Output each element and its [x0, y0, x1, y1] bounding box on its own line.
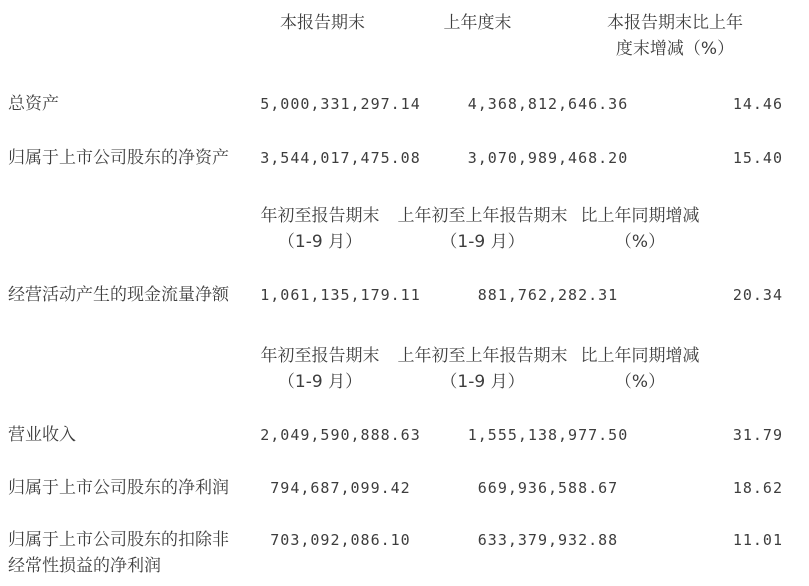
- header-change-line1: 本报告期末比上年: [607, 13, 743, 33]
- value-current: 1,061,135,179.11: [260, 286, 421, 304]
- table-row-total-assets: [0, 91, 809, 117]
- value-change: 20.34: [732, 286, 783, 304]
- value-prior: 4,368,812,646.36: [467, 95, 629, 113]
- table-row-operating-revenue: [0, 422, 809, 448]
- period-prior-line2: （1-9 月）: [440, 232, 525, 252]
- value-prior: 3,070,989,468.20: [467, 149, 629, 167]
- row-label: 归属于上市公司股东的净资产: [8, 148, 229, 168]
- row-label: 归属于上市公司股东的净利润: [8, 478, 229, 498]
- table-row-net-profit: [0, 475, 809, 501]
- table-row-operating-cash-flow: [0, 282, 809, 308]
- value-current: 794,687,099.42: [270, 479, 411, 497]
- period-change-line2: （%）: [614, 232, 666, 252]
- header-change-line2: 度末增减（%）: [615, 39, 735, 59]
- value-prior: 669,936,588.67: [477, 479, 619, 497]
- period-current-line2: （1-9 月）: [277, 372, 363, 392]
- header-change-pct: [560, 10, 790, 62]
- value-current: 5,000,331,297.14: [260, 95, 421, 113]
- period-current-line1: 年初至报告期末: [260, 206, 380, 226]
- period-change-line2: （%）: [614, 372, 666, 392]
- period-header-current: [250, 203, 390, 255]
- row-label: 总资产: [8, 94, 59, 114]
- value-change: 31.79: [732, 426, 783, 444]
- period-header-change: [575, 343, 705, 395]
- value-change: 15.40: [732, 149, 783, 167]
- table-row-net-assets: [0, 145, 809, 171]
- period-prior-line1: 上年初至上年报告期末: [397, 346, 568, 366]
- period-header-change: [575, 203, 705, 255]
- value-current: 3,544,017,475.08: [260, 149, 421, 167]
- table-header-row: [0, 10, 809, 62]
- value-current: 703,092,086.10: [270, 531, 411, 549]
- table-row-net-profit-excl-nonrecurring: [0, 527, 809, 579]
- value-change: 14.46: [732, 95, 783, 113]
- header-prior-year-end: 上年度末: [443, 13, 512, 33]
- period-header-prior: [390, 343, 575, 395]
- period-header-current: [250, 343, 390, 395]
- row-label: 营业收入: [8, 425, 76, 445]
- period-header-row: [0, 343, 809, 395]
- value-prior: 1,555,138,977.50: [467, 426, 629, 444]
- period-current-line1: 年初至报告期末: [260, 346, 380, 366]
- value-change: 11.01: [732, 531, 783, 549]
- period-header-row: [0, 203, 809, 255]
- value-current: 2,049,590,888.63: [260, 426, 421, 444]
- row-label: 经营活动产生的现金流量净额: [8, 285, 229, 305]
- period-change-line1: 比上年同期增减: [580, 346, 700, 366]
- period-prior-line2: （1-9 月）: [440, 372, 525, 392]
- value-prior: 633,379,932.88: [477, 531, 619, 549]
- row-label: 归属于上市公司股东的扣除非经常性损益的净利润: [8, 530, 229, 576]
- period-header-prior: [390, 203, 575, 255]
- period-prior-line1: 上年初至上年报告期末: [397, 206, 568, 226]
- value-change: 18.62: [732, 479, 783, 497]
- value-prior: 881,762,282.31: [477, 286, 619, 304]
- header-current-period: 本报告期末: [280, 13, 365, 33]
- period-current-line2: （1-9 月）: [277, 232, 363, 252]
- period-change-line1: 比上年同期增减: [580, 206, 700, 226]
